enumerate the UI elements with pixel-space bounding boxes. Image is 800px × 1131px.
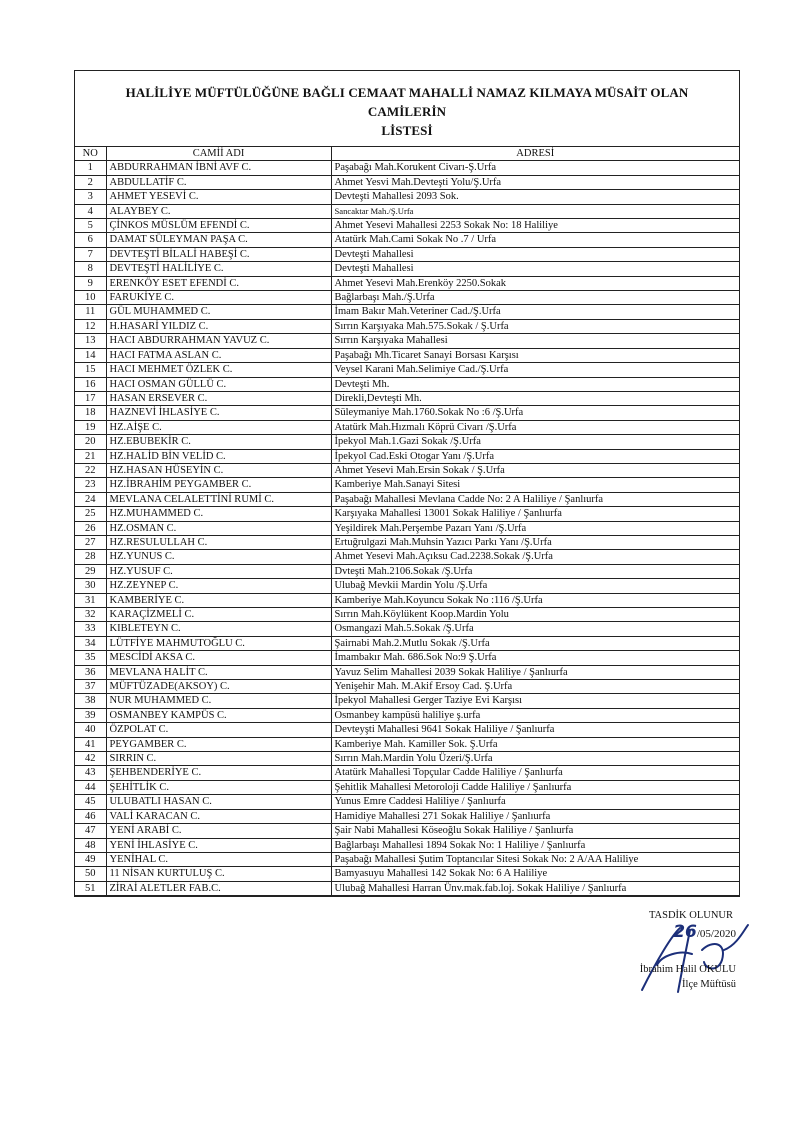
table-row [75, 766, 739, 780]
row-mosque-name: HZ.AİŞE C. [106, 420, 331, 434]
row-mosque-name: HZ.ZEYNEP C. [106, 579, 331, 593]
table-row [75, 795, 739, 809]
row-mosque-name: H.HASARİ YILDIZ C. [106, 319, 331, 333]
row-mosque-name: MESCİDİ AKSA C. [106, 651, 331, 665]
row-address: Ahmet Yesevi Mahallesi 2253 Sokak No: 18 Haliliye [331, 219, 739, 233]
row-mosque-name: HZ.HASAN HÜSEYİN C. [106, 463, 331, 477]
table-row [75, 161, 739, 175]
row-no: 10 [75, 291, 106, 305]
header-no: NO [75, 147, 106, 161]
table-row [75, 694, 739, 708]
row-mosque-name: HACI ABDURRAHMAN YAVUZ C. [106, 334, 331, 348]
table-row [75, 276, 739, 290]
row-address: İpekyol Cad.Eski Otogar Yanı /Ş.Urfa [331, 449, 739, 463]
row-address: Atatürk Mah.Cami Sokak No .7 / Urfa [331, 233, 739, 247]
table-row [75, 665, 739, 679]
table-row [75, 204, 739, 218]
row-mosque-name: LÜTFİYE MAHMUTOĞLU C. [106, 636, 331, 650]
table-row [75, 449, 739, 463]
approval-block [566, 908, 736, 992]
row-mosque-name: VALİ KARACAN C. [106, 809, 331, 823]
table-row [75, 463, 739, 477]
table-row [75, 334, 739, 348]
row-no: 36 [75, 665, 106, 679]
table-body [75, 161, 739, 896]
row-mosque-name: ERENKÖY ESET EFENDİ C. [106, 276, 331, 290]
title-line-1: HALİLİYE MÜFTÜLÜĞÜNE BAĞLI CEMAAT MAHALLİ NAMAZ KILMAYA MÜSAİT OLAN CAMİLERİN [125, 85, 689, 119]
row-no: 34 [75, 636, 106, 650]
row-no: 8 [75, 262, 106, 276]
row-mosque-name: ŞEHİTLİK C. [106, 780, 331, 794]
row-address: Kamberiye Mah.Sanayi Sitesi [331, 478, 739, 492]
approval-date-rest: /05/2020 [696, 928, 736, 940]
row-no: 24 [75, 492, 106, 506]
row-mosque-name: HZ.İBRAHİM PEYGAMBER C. [106, 478, 331, 492]
row-no: 2 [75, 175, 106, 189]
row-no: 21 [75, 449, 106, 463]
table-row [75, 521, 739, 535]
row-address: Bamyasuyu Mahallesi 142 Sokak No: 6 A Haliliye [331, 867, 739, 881]
row-no: 15 [75, 363, 106, 377]
row-address: Kamberiye Mah.Koyuncu Sokak No :116 /Ş.Urfa [331, 593, 739, 607]
row-address: Paşabağı Mahallesi Şutim Toptancılar Sitesi Sokak No: 2 A/AA Haliliye [331, 852, 739, 866]
approval-date [566, 922, 736, 942]
row-mosque-name: ALAYBEY C. [106, 204, 331, 218]
row-address: Sancaktar Mah./Ş.Urfa [331, 204, 739, 218]
row-no: 37 [75, 680, 106, 694]
row-no: 35 [75, 651, 106, 665]
row-mosque-name: PEYGAMBER C. [106, 737, 331, 751]
row-address: Kamberiye Mah. Kamiller Sok. Ş.Urfa [331, 737, 739, 751]
row-mosque-name: KAMBERİYE C. [106, 593, 331, 607]
row-address: Sırrın Karşıyaka Mahallesi [331, 334, 739, 348]
row-address: Osmangazi Mah.5.Sokak /Ş.Urfa [331, 622, 739, 636]
table-row [75, 737, 739, 751]
row-no: 31 [75, 593, 106, 607]
row-address: Devteşti Mahallesi 2093 Sok. [331, 190, 739, 204]
row-mosque-name: DEVTEŞTİ HALİLİYE C. [106, 262, 331, 276]
row-mosque-name: OSMANBEY KAMPÜS C. [106, 708, 331, 722]
row-no: 46 [75, 809, 106, 823]
table-row [75, 305, 739, 319]
row-no: 29 [75, 564, 106, 578]
row-address: Yunus Emre Caddesi Haliliye / Şanlıurfa [331, 795, 739, 809]
row-no: 48 [75, 838, 106, 852]
row-no: 17 [75, 391, 106, 405]
row-address: Paşabağı Mah.Korukent Civarı-Ş.Urfa [331, 161, 739, 175]
row-mosque-name: HZ.YUNUS C. [106, 550, 331, 564]
table-row [75, 881, 739, 895]
row-address: Hamidiye Mahallesi 271 Sokak Haliliye / Şanlıurfa [331, 809, 739, 823]
row-mosque-name: HZ.EBUBEKİR C. [106, 435, 331, 449]
row-address: Şair Nabi Mahallesi Köseoğlu Sokak Haliliye / Şanlıurfa [331, 824, 739, 838]
row-no: 44 [75, 780, 106, 794]
table-row [75, 391, 739, 405]
row-address: Devteşti Mh. [331, 377, 739, 391]
row-mosque-name: ZİRAİ ALETLER FAB.C. [106, 881, 331, 895]
row-no: 13 [75, 334, 106, 348]
row-mosque-name: HACI MEHMET ÖZLEK C. [106, 363, 331, 377]
row-no: 42 [75, 752, 106, 766]
row-no: 26 [75, 521, 106, 535]
row-address: Sırrın Mah.Köylükent Koop.Mardin Yolu [331, 608, 739, 622]
row-address: Şairnabi Mah.2.Mutlu Sokak /Ş.Urfa [331, 636, 739, 650]
row-no: 4 [75, 204, 106, 218]
row-no: 1 [75, 161, 106, 175]
header-name: CAMİİ ADI [106, 147, 331, 161]
row-mosque-name: MÜFTÜZADE(AKSOY) C. [106, 680, 331, 694]
table-row [75, 838, 739, 852]
row-mosque-name: YENİ ARABİ C. [106, 824, 331, 838]
row-no: 43 [75, 766, 106, 780]
row-address: Devteşti Mahallesi [331, 247, 739, 261]
row-no: 50 [75, 867, 106, 881]
row-mosque-name: ABDULLATİF C. [106, 175, 331, 189]
row-address: Paşabağı Mahallesi Mevlana Cadde No: 2 A Haliliye / Şanlıurfa [331, 492, 739, 506]
approval-date-day: 26 [673, 922, 697, 942]
row-mosque-name: YENİ İHLASİYE C. [106, 838, 331, 852]
row-mosque-name: KARAÇİZMELİ C. [106, 608, 331, 622]
row-mosque-name: MEVLANA HALİT C. [106, 665, 331, 679]
table-row [75, 219, 739, 233]
row-address: Yenişehir Mah. M.Akif Ersoy Cad. Ş.Urfa [331, 680, 739, 694]
row-address: Ertuğrulgazi Mah.Muhsin Yazıcı Parkı Yanı /Ş.Urfa [331, 535, 739, 549]
table-row [75, 636, 739, 650]
row-mosque-name: HAZNEVİ İHLASİYE C. [106, 406, 331, 420]
row-no: 20 [75, 435, 106, 449]
row-no: 3 [75, 190, 106, 204]
table-row [75, 420, 739, 434]
table-row [75, 651, 739, 665]
row-address: İmam Bakır Mah.Veteriner Cad./Ş.Urfa [331, 305, 739, 319]
row-mosque-name: HZ.YUSUF C. [106, 564, 331, 578]
row-address: Devteyşti Mahallesi 9641 Sokak Haliliye / Şanlıurfa [331, 723, 739, 737]
row-mosque-name: DAMAT SÜLEYMAN PAŞA C. [106, 233, 331, 247]
row-no: 9 [75, 276, 106, 290]
table-row [75, 608, 739, 622]
row-mosque-name: ŞEHBENDERİYE C. [106, 766, 331, 780]
table-row [75, 723, 739, 737]
row-address: Osmanbey kampüsü haliliye ş.urfa [331, 708, 739, 722]
row-address: Şehitlik Mahallesi Metoroloji Cadde Haliliye / Şanlıurfa [331, 780, 739, 794]
row-no: 16 [75, 377, 106, 391]
row-address: İpekyol Mahallesi Gerger Taziye Evi Karşısı [331, 694, 739, 708]
signer-role: İlçe Müftüsü [682, 979, 736, 990]
row-address: Sırrın Karşıyaka Mah.575.Sokak / Ş.Urfa [331, 319, 739, 333]
row-mosque-name: HASAN ERSEVER C. [106, 391, 331, 405]
table-row [75, 363, 739, 377]
row-no: 33 [75, 622, 106, 636]
row-address: Ahmet Yesevi Mah.Ersin Sokak / Ş.Urfa [331, 463, 739, 477]
signer-name: İbrahim Halil OKULU [639, 964, 736, 975]
table-row [75, 752, 739, 766]
row-no: 27 [75, 535, 106, 549]
table-row [75, 708, 739, 722]
row-mosque-name: 11 NİSAN KURTULUŞ C. [106, 867, 331, 881]
row-mosque-name: ULUBATLI HASAN C. [106, 795, 331, 809]
row-address: Atatürk Mahallesi Topçular Cadde Haliliye / Şanlıurfa [331, 766, 739, 780]
table-row [75, 564, 739, 578]
row-mosque-name: NUR MUHAMMED C. [106, 694, 331, 708]
row-address: Atatürk Mah.Hızmalı Köprü Civarı /Ş.Urfa [331, 420, 739, 434]
table-row [75, 492, 739, 506]
row-no: 45 [75, 795, 106, 809]
table-row [75, 579, 739, 593]
row-no: 12 [75, 319, 106, 333]
table-row [75, 867, 739, 881]
row-address: Ahmet Yesevi Mah.Açıksu Cad.2238.Sokak /Ş.Urfa [331, 550, 739, 564]
row-no: 28 [75, 550, 106, 564]
row-mosque-name: ÇİNKOS MÜSLÜM EFENDİ C. [106, 219, 331, 233]
row-mosque-name: HZ.RESULULLAH C. [106, 535, 331, 549]
row-no: 39 [75, 708, 106, 722]
row-no: 38 [75, 694, 106, 708]
table-row [75, 175, 739, 189]
row-mosque-name: FARUKİYE C. [106, 291, 331, 305]
row-mosque-name: HZ.OSMAN C. [106, 521, 331, 535]
row-no: 6 [75, 233, 106, 247]
table-row [75, 809, 739, 823]
row-address: Veysel Karani Mah.Selimiye Cad./Ş.Urfa [331, 363, 739, 377]
row-no: 30 [75, 579, 106, 593]
row-mosque-name: HACI FATMA ASLAN C. [106, 348, 331, 362]
row-no: 22 [75, 463, 106, 477]
table-row [75, 824, 739, 838]
table-row [75, 233, 739, 247]
row-mosque-name: AHMET YESEVİ C. [106, 190, 331, 204]
row-address: Paşabağı Mh.Ticaret Sanayi Borsası Karşısı [331, 348, 739, 362]
row-mosque-name: HZ.MUHAMMED C. [106, 507, 331, 521]
row-address: Bağlarbaşı Mahallesi 1894 Sokak No: 1 Haliliye / Şanlıurfa [331, 838, 739, 852]
table-row [75, 406, 739, 420]
header-address: ADRESİ [331, 147, 739, 161]
row-no: 18 [75, 406, 106, 420]
row-no: 32 [75, 608, 106, 622]
row-no: 14 [75, 348, 106, 362]
row-address: Ahmet Yesvi Mah.Devteşti Yolu/Ş.Urfa [331, 175, 739, 189]
table-row [75, 852, 739, 866]
row-mosque-name: HZ.HALİD BİN VELİD C. [106, 449, 331, 463]
table-row [75, 435, 739, 449]
table-row [75, 262, 739, 276]
table-row [75, 593, 739, 607]
title-line-2: LİSTESİ [381, 123, 433, 138]
row-address: Direkli,Devteşti Mh. [331, 391, 739, 405]
row-address: Yeşildirek Mah.Perşembe Pazarı Yanı /Ş.Urfa [331, 521, 739, 535]
document-sheet [74, 70, 740, 897]
row-mosque-name: GÜL MUHAMMED C. [106, 305, 331, 319]
table-row [75, 680, 739, 694]
row-address: Süleymaniye Mah.1760.Sokak No :6 /Ş.Urfa [331, 406, 739, 420]
table-row [75, 622, 739, 636]
table-row [75, 291, 739, 305]
row-no: 25 [75, 507, 106, 521]
row-mosque-name: ÖZPOLAT C. [106, 723, 331, 737]
row-address: İpekyol Mah.1.Gazi Sokak /Ş.Urfa [331, 435, 739, 449]
row-no: 7 [75, 247, 106, 261]
row-mosque-name: YENİHAL C. [106, 852, 331, 866]
row-no: 23 [75, 478, 106, 492]
table-row [75, 507, 739, 521]
row-no: 51 [75, 881, 106, 895]
row-no: 49 [75, 852, 106, 866]
row-no: 11 [75, 305, 106, 319]
row-address: İmambakır Mah. 686.Sok No:9 Ş.Urfa [331, 651, 739, 665]
row-address: Ulubağ Mahallesi Harran Ünv.mak.fab.loj. Sokak Haliliye / Şanlıurfa [331, 881, 739, 895]
row-no: 47 [75, 824, 106, 838]
row-mosque-name: MEVLANA CELALETTİNİ RUMİ C. [106, 492, 331, 506]
table-row [75, 348, 739, 362]
table-row [75, 478, 739, 492]
table-row [75, 247, 739, 261]
row-address: Yavuz Selim Mahallesi 2039 Sokak Haliliye / Şanlıurfa [331, 665, 739, 679]
row-address: Sırrın Mah.Mardin Yolu Üzeri/Ş.Urfa [331, 752, 739, 766]
document-title [75, 71, 739, 147]
table-row [75, 550, 739, 564]
row-address: Devteşti Mahallesi [331, 262, 739, 276]
table-row [75, 319, 739, 333]
row-mosque-name: SIRRIN C. [106, 752, 331, 766]
row-address: Ulubağ Mevkii Mardin Yolu /Ş.Urfa [331, 579, 739, 593]
table-header-row [75, 147, 739, 161]
row-no: 40 [75, 723, 106, 737]
row-address: Dvteşti Mah.2106.Sokak /Ş.Urfa [331, 564, 739, 578]
row-mosque-name: KIBLETEYN C. [106, 622, 331, 636]
row-address: Bağlarbaşı Mah./Ş.Urfa [331, 291, 739, 305]
row-address: Karşıyaka Mahallesi 13001 Sokak Haliliye / Şanlıurfa [331, 507, 739, 521]
row-mosque-name: ABDURRAHMAN İBNİ AVF C. [106, 161, 331, 175]
row-no: 19 [75, 420, 106, 434]
table-row [75, 535, 739, 549]
table-row [75, 190, 739, 204]
table-row [75, 377, 739, 391]
row-mosque-name: HACI OSMAN GÜLLÜ C. [106, 377, 331, 391]
row-no: 5 [75, 219, 106, 233]
table-row [75, 780, 739, 794]
row-mosque-name: DEVTEŞTİ BİLALİ HABEŞİ C. [106, 247, 331, 261]
row-no: 41 [75, 737, 106, 751]
row-address: Ahmet Yesevi Mah.Erenköy 2250.Sokak [331, 276, 739, 290]
mosque-table [75, 147, 739, 896]
approval-heading: TASDİK OLUNUR [648, 910, 733, 921]
